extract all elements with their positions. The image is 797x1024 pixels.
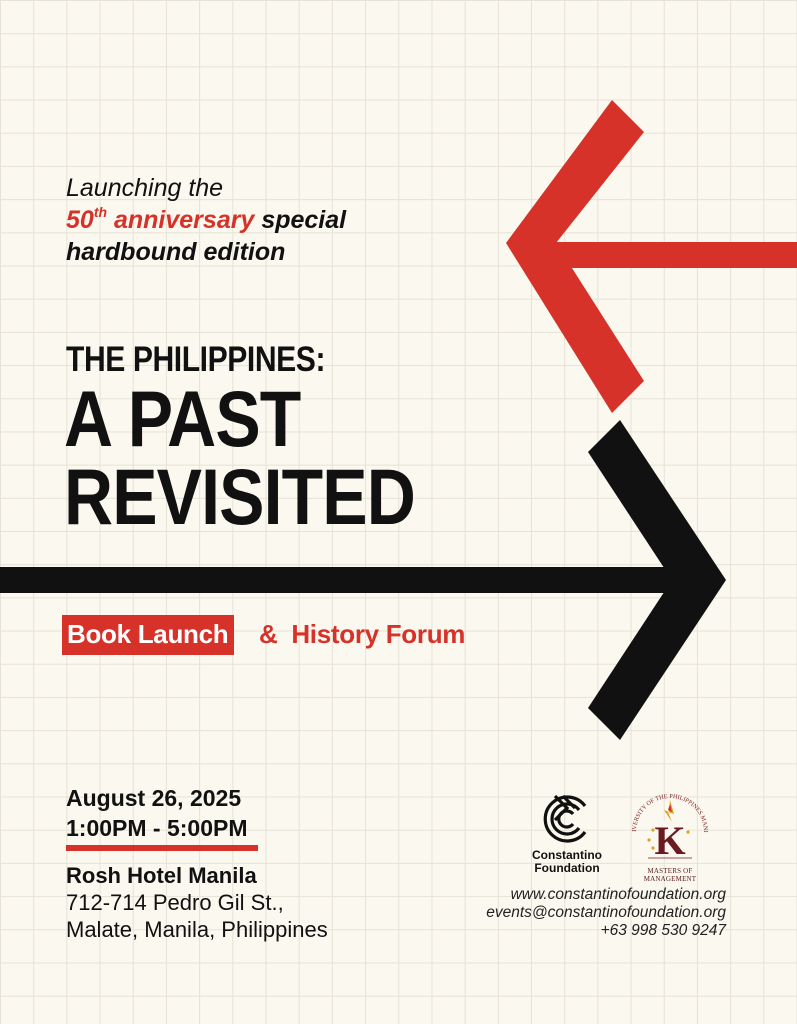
divider	[66, 845, 258, 851]
anniversary-word: anniversary	[113, 206, 255, 234]
book-title-line-1: A PAST	[64, 374, 301, 463]
title-prefix: THE PHILIPPINES:	[66, 340, 326, 379]
ordinal-suffix: th	[93, 204, 108, 220]
event-date: August 26, 2025	[66, 785, 242, 811]
anniversary-number: 50	[66, 206, 94, 234]
phone-number: +63 998 530 9247	[600, 922, 726, 939]
intro-line-3: hardbound edition	[66, 238, 286, 266]
book-launch-badge: Book Launch	[62, 615, 234, 655]
up-letter-k: K	[654, 818, 686, 862]
red-arrow-left-icon	[506, 100, 797, 413]
venue-address-2: Malate, Manila, Philippines	[66, 917, 328, 942]
contact-info	[420, 886, 726, 940]
intro-line-2	[66, 204, 346, 236]
website-link[interactable]: www.constantinofoundation.org	[510, 886, 726, 903]
venue	[66, 862, 328, 943]
constantino-line-2: Foundation	[534, 861, 600, 875]
constantino-line-1: Constantino	[532, 848, 602, 862]
intro-text	[66, 172, 346, 268]
up-seal-icon	[626, 788, 714, 862]
constantino-foundation-logo	[532, 792, 602, 875]
history-forum-label: & History Forum	[259, 619, 466, 649]
venue-name: Rosh Hotel Manila	[66, 863, 257, 888]
book-title-line-2: REVISITED	[64, 452, 415, 541]
email-link[interactable]: events@constantinofoundation.org	[486, 904, 726, 921]
book-title	[64, 374, 415, 541]
up-manila-logo	[624, 788, 716, 883]
constantino-c-icon	[541, 792, 593, 844]
intro-line-1: Launching the	[66, 174, 224, 202]
event-schedule	[66, 783, 248, 843]
up-arc-text: IVERSITY OF THE PHILIPPINES MANI	[630, 792, 710, 833]
venue-address-1: 712-714 Pedro Gil St.,	[66, 890, 284, 915]
event-time: 1:00PM - 5:00PM	[66, 815, 248, 841]
special-word: special	[261, 206, 347, 234]
up-caption: MASTERS OF MANAGEMENT	[643, 867, 697, 883]
